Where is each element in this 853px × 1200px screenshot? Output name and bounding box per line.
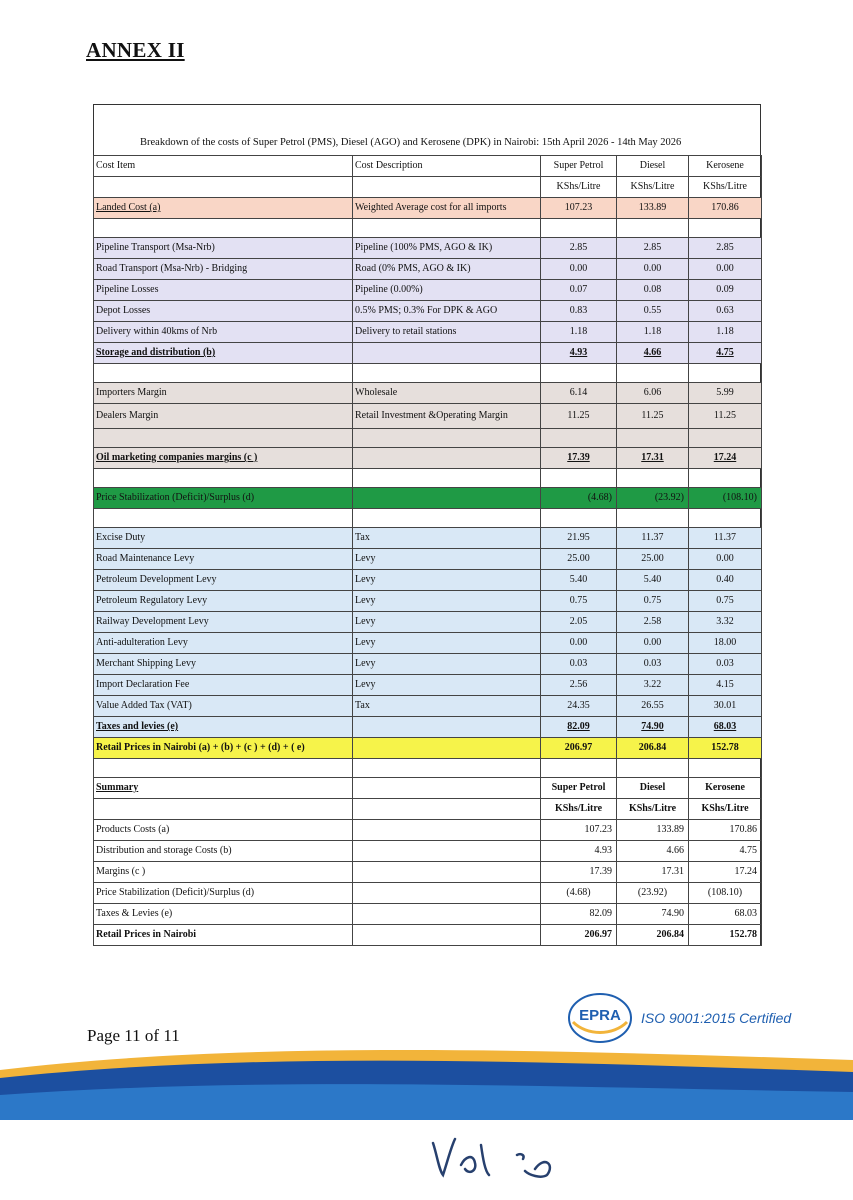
header-super-petrol: Super Petrol <box>541 156 617 177</box>
iso-certification: ISO 9001:2015 Certified <box>641 1010 792 1026</box>
storage-row: Road Transport (Msa-Nrb) - Bridging Road (0% PMS, AGO & IK) 0.00 0.00 0.00 <box>94 259 762 280</box>
annex-heading: ANNEX II <box>86 38 185 62</box>
summary-row: Taxes & Levies (e) 82.09 74.90 68.03 <box>94 904 762 925</box>
spacer-row <box>94 759 762 778</box>
table-title: Breakdown of the costs of Super Petrol (PMS), Diesel (AGO) and Kerosene (DPK) in Nairobi: 15th April 2026 - 14th May 2026 <box>140 137 682 148</box>
storage-total-row: Storage and distribution (b) 4.93 4.66 4.75 <box>94 343 762 364</box>
header-diesel: Diesel <box>617 156 689 177</box>
tax-row: Road Maintenance Levy Levy 25.00 25.00 0.00 <box>94 549 762 570</box>
unit-diesel: KShs/Litre <box>617 177 689 198</box>
storage-row: Delivery within 40kms of Nrb Delivery to retail stations 1.18 1.18 1.18 <box>94 322 762 343</box>
unit-super-petrol: KShs/Litre <box>541 177 617 198</box>
importers-margin-row: Importers Margin Wholesale 6.14 6.06 5.99 <box>94 383 762 404</box>
dealers-margin-row: Dealers Margin Retail Investment &Operating Margin 11.25 11.25 11.25 <box>94 404 762 429</box>
unit-kerosene: KShs/Litre <box>689 177 762 198</box>
epra-logo-text: EPRA <box>579 1007 621 1024</box>
retail-price-row: Retail Prices in Nairobi (a) + (b) + (c ) + (d) + ( e) 206.97 206.84 152.78 <box>94 738 762 759</box>
header-row <box>94 156 762 177</box>
storage-row: Pipeline Transport (Msa-Nrb) Pipeline (100% PMS, AGO & IK) 2.85 2.85 2.85 <box>94 238 762 259</box>
summary-header-row: Summary Super Petrol Diesel Kerosene <box>94 778 762 799</box>
summary-row: Distribution and storage Costs (b) 4.93 4.66 4.75 <box>94 841 762 862</box>
omc-margins-row: Oil marketing companies margins (c ) 17.39 17.31 17.24 <box>94 448 762 469</box>
spacer-row <box>94 429 762 448</box>
page-number: Page 11 of 11 <box>87 1026 180 1045</box>
tax-row: Petroleum Development Levy Levy 5.40 5.40 0.40 <box>94 570 762 591</box>
tax-row: Merchant Shipping Levy Levy 0.03 0.03 0.03 <box>94 654 762 675</box>
handwritten-signature <box>425 1125 565 1185</box>
summary-row: Products Costs (a) 107.23 133.89 170.86 <box>94 820 762 841</box>
tax-row: Import Declaration Fee Levy 2.56 3.22 4.15 <box>94 675 762 696</box>
header-cost-item: Cost Item <box>94 156 353 177</box>
spacer-row <box>94 364 762 383</box>
tax-row: Railway Development Levy Levy 2.05 2.58 3.32 <box>94 612 762 633</box>
storage-row: Pipeline Losses Pipeline (0.00%) 0.07 0.08 0.09 <box>94 280 762 301</box>
header-kerosene: Kerosene <box>689 156 762 177</box>
storage-row: Depot Losses 0.5% PMS; 0.3% For DPK & AGO 0.83 0.55 0.63 <box>94 301 762 322</box>
summary-label: Summary <box>94 778 353 799</box>
taxes-total-row: Taxes and levies (e) 82.09 74.90 68.03 <box>94 717 762 738</box>
spacer-row <box>94 509 762 528</box>
summary-row: Price Stabilization (Deficit)/Surplus (d) (4.68) (23.92) (108.10) <box>94 883 762 904</box>
tax-row: Value Added Tax (VAT) Tax 24.35 26.55 30.01 <box>94 696 762 717</box>
summary-row: Margins (c ) 17.39 17.31 17.24 <box>94 862 762 883</box>
tax-row: Anti-adulteration Levy Levy 0.00 0.00 18.00 <box>94 633 762 654</box>
summary-total-row: Retail Prices in Nairobi 206.97 206.84 152.78 <box>94 925 762 946</box>
price-stabilization-row: Price Stabilization (Deficit)/Surplus (d) (4.68) (23.92) (108.10) <box>94 488 762 509</box>
cost-breakdown-table <box>93 155 762 946</box>
summary-unit-row: KShs/Litre KShs/Litre KShs/Litre <box>94 799 762 820</box>
header-cost-description: Cost Description <box>353 156 541 177</box>
footer-wave-band <box>0 1040 853 1120</box>
spacer-row <box>94 469 762 488</box>
epra-logo-icon <box>567 992 633 1044</box>
tax-row: Petroleum Regulatory Levy Levy 0.75 0.75 0.75 <box>94 591 762 612</box>
spacer-row <box>94 219 762 238</box>
tax-row: Excise Duty Tax 21.95 11.37 11.37 <box>94 528 762 549</box>
unit-row <box>94 177 762 198</box>
landed-cost-row: Landed Cost (a) Weighted Average cost for all imports 107.23 133.89 170.86 <box>94 198 762 219</box>
